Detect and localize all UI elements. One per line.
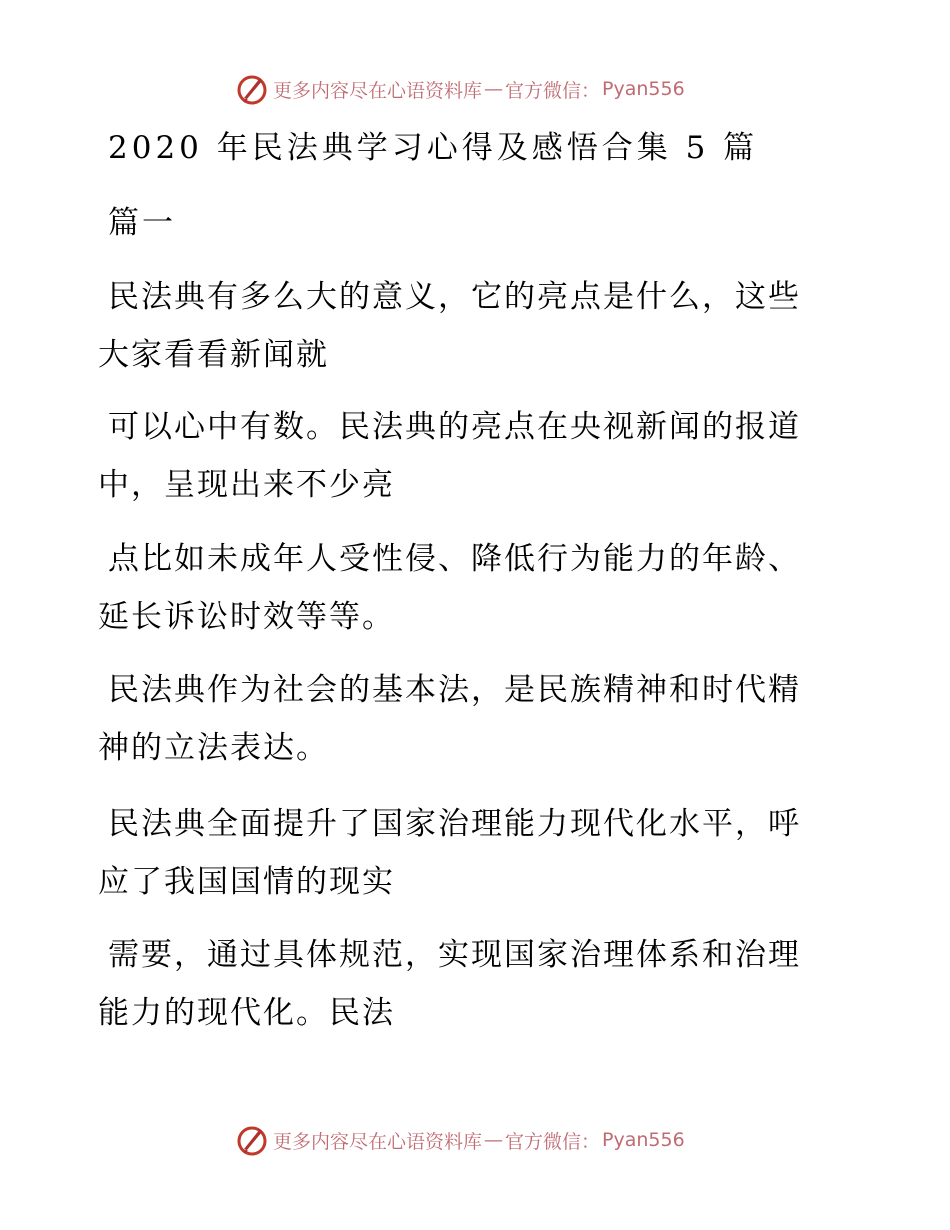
paragraph-line: 应了我国国情的现实 bbox=[98, 864, 395, 900]
watermark-footer bbox=[235, 1123, 685, 1157]
feather-pen-logo-icon bbox=[235, 1123, 269, 1157]
paragraph-4 bbox=[98, 661, 838, 777]
paragraph-line: 民法典作为社会的基本法，是民族精神和时代精 bbox=[108, 672, 801, 708]
watermark-label: 官方微信： bbox=[505, 79, 601, 102]
paragraph-5 bbox=[98, 795, 838, 911]
watermark-wechat-id: Pyan556 bbox=[602, 78, 685, 100]
paragraph-line: 点比如未成年人受性侵、降低行为能力的年龄、 bbox=[108, 541, 801, 577]
watermark-text: 更多内容尽在心语资料库 bbox=[273, 79, 483, 102]
paragraph-6 bbox=[98, 926, 838, 1042]
paragraph-line: 延长诉讼时效等等。 bbox=[98, 599, 395, 635]
watermark-label: 官方微信： bbox=[505, 1130, 601, 1153]
paragraph-line: 需要，通过具体规范，实现国家治理体系和治理 bbox=[108, 937, 801, 973]
paragraph-line: 大家看看新闻就 bbox=[98, 337, 329, 373]
paragraph-2 bbox=[98, 398, 838, 514]
paragraph-line: 能力的现代化。民法 bbox=[98, 995, 395, 1031]
watermark-separator: — bbox=[484, 78, 504, 100]
paragraph-line: 神的立法表达。 bbox=[98, 730, 329, 766]
paragraph-line: 可以心中有数。民法典的亮点在央视新闻的报道 bbox=[108, 409, 801, 445]
paragraph-line: 民法典有多么大的意义，它的亮点是什么，这些 bbox=[108, 279, 801, 315]
watermark-text: 更多内容尽在心语资料库 bbox=[273, 1130, 483, 1153]
paragraph-line: 民法典全面提升了国家治理能力现代化水平，呼 bbox=[108, 806, 801, 842]
document-title: 2020 年民法典学习心得及感悟合集 5 篇 bbox=[108, 130, 759, 166]
section-heading: 篇一 bbox=[108, 205, 176, 241]
watermark-header bbox=[235, 72, 685, 106]
paragraph-1 bbox=[98, 268, 838, 384]
paragraph-3 bbox=[98, 530, 838, 646]
paragraph-line: 中，呈现出来不少亮 bbox=[98, 467, 395, 503]
watermark-wechat-id: Pyan556 bbox=[602, 1129, 685, 1151]
watermark-separator: — bbox=[484, 1129, 504, 1151]
feather-pen-logo-icon bbox=[235, 72, 269, 106]
